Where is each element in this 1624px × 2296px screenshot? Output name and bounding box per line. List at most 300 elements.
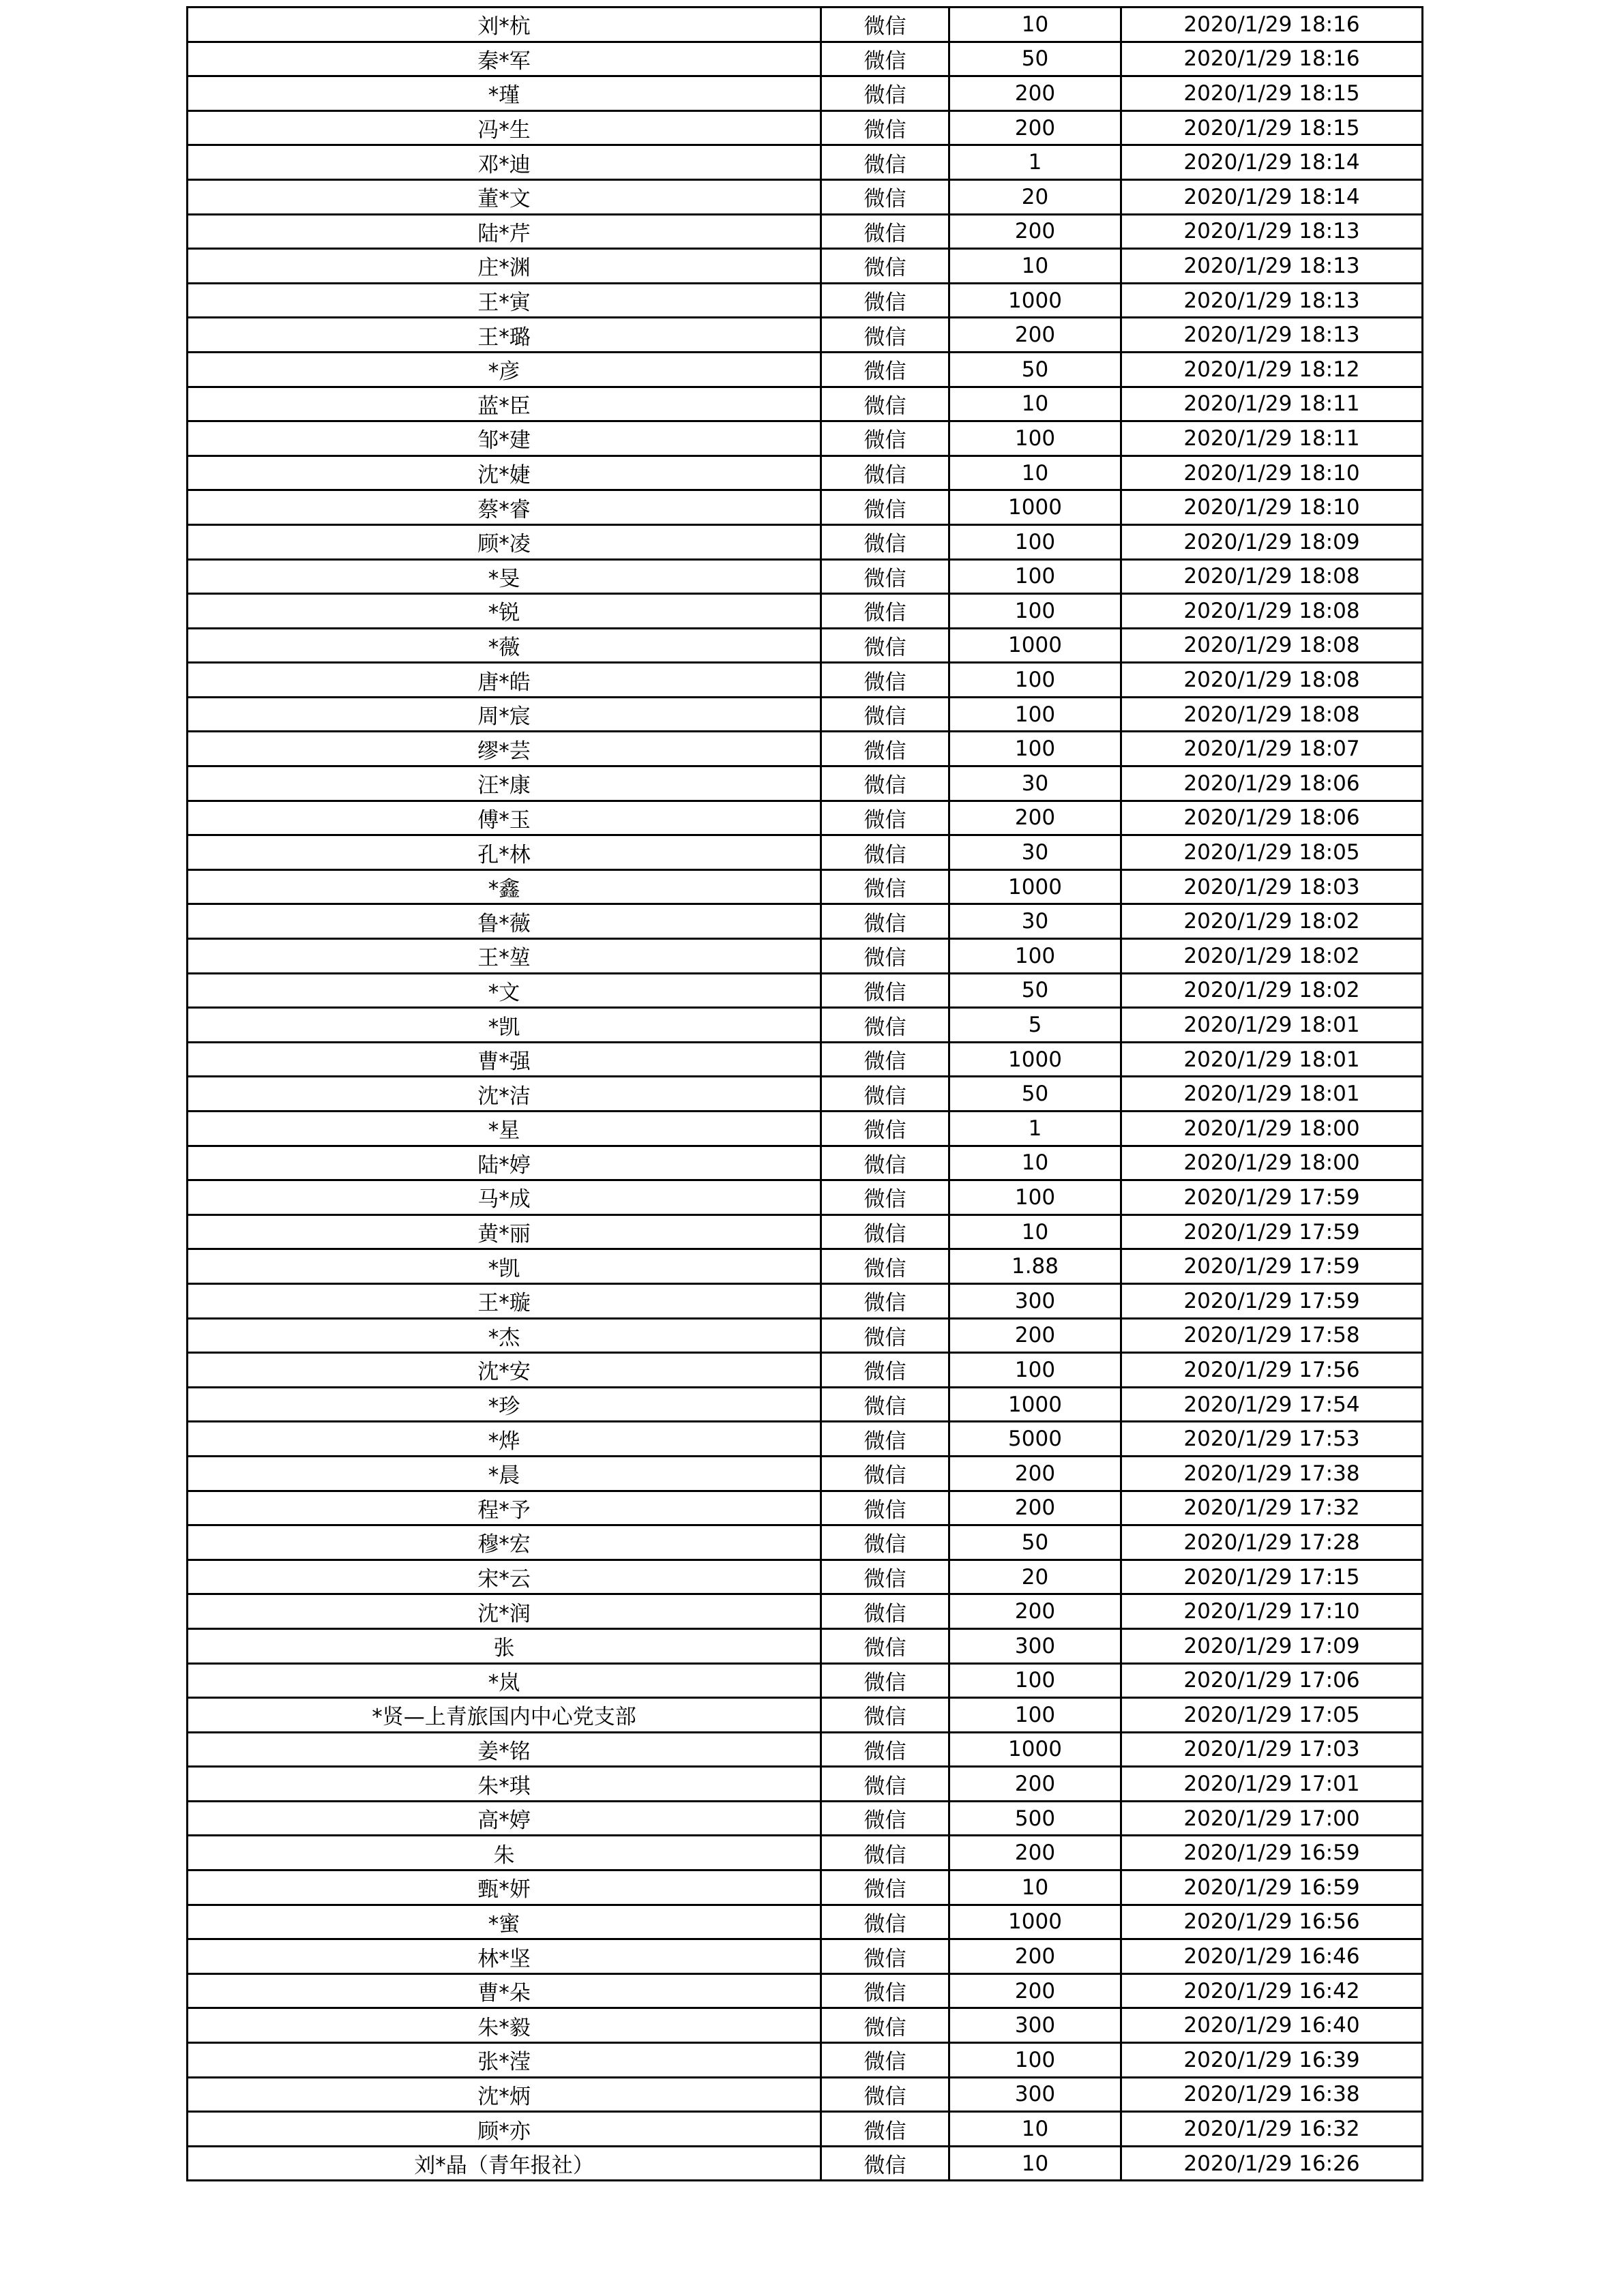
table-row	[188, 1836, 1423, 1870]
table-row	[188, 1698, 1423, 1733]
amount-cell: 10	[949, 1870, 1121, 1905]
timestamp-cell: 2020/1/29 18:16	[1121, 42, 1423, 76]
payment-method-cell: 微信	[821, 1146, 949, 1180]
amount-cell: 10	[949, 387, 1121, 421]
table-row	[188, 249, 1423, 284]
amount-cell: 20	[949, 1560, 1121, 1594]
timestamp-cell: 2020/1/29 16:39	[1121, 2043, 1423, 2078]
payment-method-cell: 微信	[821, 766, 949, 801]
table-row	[188, 1146, 1423, 1180]
donor-name-cell: *珍	[188, 1387, 821, 1422]
amount-cell: 30	[949, 904, 1121, 939]
donation-table	[186, 6, 1423, 2181]
donor-name-cell: *文	[188, 973, 821, 1008]
timestamp-cell: 2020/1/29 16:59	[1121, 1870, 1423, 1905]
donor-name-cell: 邓*迪	[188, 145, 821, 180]
payment-method-cell: 微信	[821, 352, 949, 387]
table-row	[188, 1456, 1423, 1491]
table-row	[188, 1525, 1423, 1560]
timestamp-cell: 2020/1/29 17:58	[1121, 1318, 1423, 1353]
table-row	[188, 939, 1423, 974]
payment-method-cell: 微信	[821, 387, 949, 421]
table-row	[188, 1870, 1423, 1905]
payment-method-cell: 微信	[821, 973, 949, 1008]
donor-name-cell: 马*成	[188, 1180, 821, 1215]
table-row	[188, 2112, 1423, 2147]
timestamp-cell: 2020/1/29 17:59	[1121, 1180, 1423, 1215]
payment-method-cell: 微信	[821, 904, 949, 939]
payment-method-cell: 微信	[821, 1594, 949, 1629]
amount-cell: 300	[949, 2008, 1121, 2043]
payment-method-cell: 微信	[821, 421, 949, 456]
table-row	[188, 2146, 1423, 2181]
table-row	[188, 456, 1423, 490]
payment-method-cell: 微信	[821, 1077, 949, 1112]
payment-method-cell: 微信	[821, 1732, 949, 1767]
donor-name-cell: 顾*凌	[188, 524, 821, 559]
amount-cell: 50	[949, 352, 1121, 387]
donor-name-cell: 冯*生	[188, 110, 821, 145]
amount-cell: 100	[949, 2043, 1121, 2078]
amount-cell: 30	[949, 835, 1121, 870]
timestamp-cell: 2020/1/29 18:15	[1121, 110, 1423, 145]
timestamp-cell: 2020/1/29 18:09	[1121, 524, 1423, 559]
donor-name-cell: *岚	[188, 1663, 821, 1698]
timestamp-cell: 2020/1/29 17:09	[1121, 1628, 1423, 1663]
timestamp-cell: 2020/1/29 18:11	[1121, 421, 1423, 456]
table-row	[188, 1387, 1423, 1422]
donor-name-cell: 甄*妍	[188, 1870, 821, 1905]
table-row	[188, 801, 1423, 835]
table-row	[188, 1973, 1423, 2008]
payment-method-cell: 微信	[821, 249, 949, 284]
donor-name-cell: 张*滢	[188, 2043, 821, 2078]
payment-method-cell: 微信	[821, 835, 949, 870]
table-row	[188, 1905, 1423, 1939]
amount-cell: 200	[949, 801, 1121, 835]
amount-cell: 1000	[949, 869, 1121, 904]
payment-method-cell: 微信	[821, 1318, 949, 1353]
payment-method-cell: 微信	[821, 1560, 949, 1594]
table-row	[188, 1939, 1423, 1974]
donor-name-cell: 沈*炳	[188, 2077, 821, 2112]
table-row	[188, 1249, 1423, 1284]
table-row	[188, 1628, 1423, 1663]
amount-cell: 50	[949, 1077, 1121, 1112]
timestamp-cell: 2020/1/29 18:07	[1121, 732, 1423, 766]
amount-cell: 100	[949, 939, 1121, 974]
amount-cell: 200	[949, 76, 1121, 111]
timestamp-cell: 2020/1/29 18:14	[1121, 145, 1423, 180]
payment-method-cell: 微信	[821, 1939, 949, 1974]
amount-cell: 5000	[949, 1422, 1121, 1457]
timestamp-cell: 2020/1/29 17:59	[1121, 1249, 1423, 1284]
payment-method-cell: 微信	[821, 559, 949, 594]
amount-cell: 100	[949, 663, 1121, 698]
donor-name-cell: 林*坚	[188, 1939, 821, 1974]
timestamp-cell: 2020/1/29 18:01	[1121, 1077, 1423, 1112]
table-row	[188, 1767, 1423, 1802]
donor-name-cell: 王*璇	[188, 1283, 821, 1318]
timestamp-cell: 2020/1/29 16:56	[1121, 1905, 1423, 1939]
amount-cell: 10	[949, 1214, 1121, 1249]
donor-name-cell: 张	[188, 1628, 821, 1663]
amount-cell: 10	[949, 456, 1121, 490]
table-row	[188, 42, 1423, 76]
payment-method-cell: 微信	[821, 2008, 949, 2043]
donor-name-cell: 蔡*睿	[188, 490, 821, 525]
timestamp-cell: 2020/1/29 18:08	[1121, 663, 1423, 698]
table-row	[188, 594, 1423, 629]
timestamp-cell: 2020/1/29 16:42	[1121, 1973, 1423, 2008]
table-row	[188, 1283, 1423, 1318]
payment-method-cell: 微信	[821, 801, 949, 835]
donor-name-cell: 缪*芸	[188, 732, 821, 766]
timestamp-cell: 2020/1/29 16:26	[1121, 2146, 1423, 2181]
timestamp-cell: 2020/1/29 17:38	[1121, 1456, 1423, 1491]
donor-name-cell: *蜜	[188, 1905, 821, 1939]
amount-cell: 10	[949, 1146, 1121, 1180]
donor-name-cell: 程*予	[188, 1491, 821, 1525]
payment-method-cell: 微信	[821, 110, 949, 145]
table-row	[188, 1560, 1423, 1594]
donor-name-cell: 董*文	[188, 179, 821, 214]
donor-name-cell: 曹*强	[188, 1042, 821, 1077]
payment-method-cell: 微信	[821, 1008, 949, 1043]
payment-method-cell: 微信	[821, 2043, 949, 2078]
donor-name-cell: 王*堃	[188, 939, 821, 974]
donor-name-cell: 曹*朵	[188, 1973, 821, 2008]
table-row	[188, 1801, 1423, 1836]
timestamp-cell: 2020/1/29 16:46	[1121, 1939, 1423, 1974]
payment-method-cell: 微信	[821, 1973, 949, 2008]
donor-name-cell: 沈*婕	[188, 456, 821, 490]
amount-cell: 5	[949, 1008, 1121, 1043]
table-row	[188, 524, 1423, 559]
timestamp-cell: 2020/1/29 17:59	[1121, 1214, 1423, 1249]
amount-cell: 200	[949, 318, 1121, 353]
donor-name-cell: *星	[188, 1112, 821, 1146]
amount-cell: 200	[949, 1456, 1121, 1491]
payment-method-cell: 微信	[821, 732, 949, 766]
payment-method-cell: 微信	[821, 1249, 949, 1284]
timestamp-cell: 2020/1/29 18:08	[1121, 559, 1423, 594]
timestamp-cell: 2020/1/29 18:00	[1121, 1146, 1423, 1180]
donor-name-cell: *凯	[188, 1008, 821, 1043]
table-row	[188, 1042, 1423, 1077]
amount-cell: 500	[949, 1801, 1121, 1836]
table-row	[188, 835, 1423, 870]
donor-name-cell: 鲁*薇	[188, 904, 821, 939]
payment-method-cell: 微信	[821, 2146, 949, 2181]
amount-cell: 200	[949, 1973, 1121, 2008]
table-row	[188, 1214, 1423, 1249]
table-row	[188, 387, 1423, 421]
payment-method-cell: 微信	[821, 1422, 949, 1457]
timestamp-cell: 2020/1/29 17:56	[1121, 1353, 1423, 1388]
amount-cell: 100	[949, 1180, 1121, 1215]
donor-name-cell: *薇	[188, 628, 821, 663]
timestamp-cell: 2020/1/29 18:13	[1121, 214, 1423, 249]
payment-method-cell: 微信	[821, 1214, 949, 1249]
payment-method-cell: 微信	[821, 8, 949, 42]
payment-method-cell: 微信	[821, 456, 949, 490]
table-row	[188, 628, 1423, 663]
amount-cell: 50	[949, 1525, 1121, 1560]
timestamp-cell: 2020/1/29 17:01	[1121, 1767, 1423, 1802]
table-row	[188, 1663, 1423, 1698]
amount-cell: 100	[949, 1663, 1121, 1698]
timestamp-cell: 2020/1/29 17:10	[1121, 1594, 1423, 1629]
amount-cell: 100	[949, 524, 1121, 559]
table-row	[188, 2043, 1423, 2078]
donor-name-cell: 庄*渊	[188, 249, 821, 284]
timestamp-cell: 2020/1/29 18:05	[1121, 835, 1423, 870]
table-row	[188, 559, 1423, 594]
donor-name-cell: 朱	[188, 1836, 821, 1870]
table-row	[188, 318, 1423, 353]
amount-cell: 300	[949, 1283, 1121, 1318]
table-row	[188, 1077, 1423, 1112]
amount-cell: 100	[949, 594, 1121, 629]
timestamp-cell: 2020/1/29 18:01	[1121, 1008, 1423, 1043]
amount-cell: 200	[949, 1318, 1121, 1353]
timestamp-cell: 2020/1/29 18:15	[1121, 76, 1423, 111]
table-row	[188, 421, 1423, 456]
payment-method-cell: 微信	[821, 1870, 949, 1905]
amount-cell: 100	[949, 421, 1121, 456]
donor-name-cell: 黄*丽	[188, 1214, 821, 1249]
timestamp-cell: 2020/1/29 16:40	[1121, 2008, 1423, 2043]
table-row	[188, 766, 1423, 801]
timestamp-cell: 2020/1/29 18:01	[1121, 1042, 1423, 1077]
payment-method-cell: 微信	[821, 697, 949, 732]
payment-method-cell: 微信	[821, 1180, 949, 1215]
timestamp-cell: 2020/1/29 17:32	[1121, 1491, 1423, 1525]
table-row	[188, 732, 1423, 766]
donor-name-cell: 王*寅	[188, 283, 821, 318]
timestamp-cell: 2020/1/29 18:12	[1121, 352, 1423, 387]
timestamp-cell: 2020/1/29 17:05	[1121, 1698, 1423, 1733]
timestamp-cell: 2020/1/29 18:08	[1121, 628, 1423, 663]
timestamp-cell: 2020/1/29 18:10	[1121, 456, 1423, 490]
table-row	[188, 869, 1423, 904]
payment-method-cell: 微信	[821, 594, 949, 629]
payment-method-cell: 微信	[821, 214, 949, 249]
amount-cell: 1000	[949, 628, 1121, 663]
donor-name-cell: 朱*毅	[188, 2008, 821, 2043]
amount-cell: 200	[949, 1767, 1121, 1802]
payment-method-cell: 微信	[821, 318, 949, 353]
payment-method-cell: 微信	[821, 179, 949, 214]
payment-method-cell: 微信	[821, 490, 949, 525]
donor-name-cell: *彦	[188, 352, 821, 387]
amount-cell: 10	[949, 2146, 1121, 2181]
table-row	[188, 179, 1423, 214]
donor-name-cell: 王*璐	[188, 318, 821, 353]
timestamp-cell: 2020/1/29 18:14	[1121, 179, 1423, 214]
payment-method-cell: 微信	[821, 1663, 949, 1698]
table-row	[188, 1008, 1423, 1043]
amount-cell: 1.88	[949, 1249, 1121, 1284]
table-row	[188, 904, 1423, 939]
amount-cell: 20	[949, 179, 1121, 214]
amount-cell: 100	[949, 1353, 1121, 1388]
table-row	[188, 973, 1423, 1008]
donation-table-body	[188, 8, 1423, 2181]
amount-cell: 100	[949, 1698, 1121, 1733]
table-row	[188, 1353, 1423, 1388]
table-row	[188, 352, 1423, 387]
timestamp-cell: 2020/1/29 18:10	[1121, 490, 1423, 525]
table-row	[188, 214, 1423, 249]
donor-name-cell: 秦*军	[188, 42, 821, 76]
payment-method-cell: 微信	[821, 939, 949, 974]
payment-method-cell: 微信	[821, 76, 949, 111]
table-row	[188, 8, 1423, 42]
timestamp-cell: 2020/1/29 16:32	[1121, 2112, 1423, 2147]
payment-method-cell: 微信	[821, 1905, 949, 1939]
donor-name-cell: 唐*皓	[188, 663, 821, 698]
donor-name-cell: *贤—上青旅国内中心党支部	[188, 1698, 821, 1733]
timestamp-cell: 2020/1/29 17:03	[1121, 1732, 1423, 1767]
table-row	[188, 697, 1423, 732]
timestamp-cell: 2020/1/29 16:59	[1121, 1836, 1423, 1870]
donor-name-cell: 高*婷	[188, 1801, 821, 1836]
timestamp-cell: 2020/1/29 17:06	[1121, 1663, 1423, 1698]
donor-name-cell: *晨	[188, 1456, 821, 1491]
timestamp-cell: 2020/1/29 18:02	[1121, 904, 1423, 939]
donor-name-cell: *凯	[188, 1249, 821, 1284]
donor-name-cell: *杰	[188, 1318, 821, 1353]
timestamp-cell: 2020/1/29 18:06	[1121, 766, 1423, 801]
table-row	[188, 1112, 1423, 1146]
payment-method-cell: 微信	[821, 2112, 949, 2147]
amount-cell: 100	[949, 732, 1121, 766]
timestamp-cell: 2020/1/29 18:13	[1121, 318, 1423, 353]
table-row	[188, 1422, 1423, 1457]
table-row	[188, 2008, 1423, 2043]
amount-cell: 200	[949, 110, 1121, 145]
amount-cell: 100	[949, 559, 1121, 594]
payment-method-cell: 微信	[821, 1283, 949, 1318]
payment-method-cell: 微信	[821, 42, 949, 76]
amount-cell: 100	[949, 697, 1121, 732]
donor-name-cell: 沈*洁	[188, 1077, 821, 1112]
amount-cell: 300	[949, 1628, 1121, 1663]
donor-name-cell: 宋*云	[188, 1560, 821, 1594]
donor-name-cell: *烨	[188, 1422, 821, 1457]
payment-method-cell: 微信	[821, 1456, 949, 1491]
donor-name-cell: *鑫	[188, 869, 821, 904]
table-row	[188, 1491, 1423, 1525]
payment-method-cell: 微信	[821, 1767, 949, 1802]
payment-method-cell: 微信	[821, 1387, 949, 1422]
donor-name-cell: 姜*铭	[188, 1732, 821, 1767]
timestamp-cell: 2020/1/29 18:08	[1121, 697, 1423, 732]
amount-cell: 50	[949, 42, 1121, 76]
table-row	[188, 283, 1423, 318]
donor-name-cell: *瑾	[188, 76, 821, 111]
timestamp-cell: 2020/1/29 18:03	[1121, 869, 1423, 904]
payment-method-cell: 微信	[821, 1836, 949, 1870]
payment-method-cell: 微信	[821, 2077, 949, 2112]
amount-cell: 10	[949, 2112, 1121, 2147]
amount-cell: 10	[949, 8, 1121, 42]
amount-cell: 200	[949, 1939, 1121, 1974]
donor-name-cell: 周*宸	[188, 697, 821, 732]
payment-method-cell: 微信	[821, 628, 949, 663]
amount-cell: 200	[949, 1594, 1121, 1629]
timestamp-cell: 2020/1/29 18:02	[1121, 973, 1423, 1008]
amount-cell: 200	[949, 1836, 1121, 1870]
payment-method-cell: 微信	[821, 1628, 949, 1663]
amount-cell: 1000	[949, 1905, 1121, 1939]
donor-name-cell: 穆*宏	[188, 1525, 821, 1560]
payment-method-cell: 微信	[821, 1525, 949, 1560]
amount-cell: 1	[949, 1112, 1121, 1146]
table-row	[188, 1594, 1423, 1629]
table-row	[188, 663, 1423, 698]
donor-name-cell: *旻	[188, 559, 821, 594]
payment-method-cell: 微信	[821, 869, 949, 904]
timestamp-cell: 2020/1/29 17:53	[1121, 1422, 1423, 1457]
payment-method-cell: 微信	[821, 145, 949, 180]
amount-cell: 10	[949, 249, 1121, 284]
donor-name-cell: 汪*康	[188, 766, 821, 801]
payment-method-cell: 微信	[821, 1042, 949, 1077]
amount-cell: 1000	[949, 283, 1121, 318]
donor-name-cell: 蓝*臣	[188, 387, 821, 421]
payment-method-cell: 微信	[821, 1112, 949, 1146]
payment-method-cell: 微信	[821, 283, 949, 318]
timestamp-cell: 2020/1/29 17:28	[1121, 1525, 1423, 1560]
payment-method-cell: 微信	[821, 1801, 949, 1836]
donor-name-cell: 陆*芹	[188, 214, 821, 249]
amount-cell: 1000	[949, 1387, 1121, 1422]
table-row	[188, 145, 1423, 180]
timestamp-cell: 2020/1/29 18:06	[1121, 801, 1423, 835]
amount-cell: 1000	[949, 1042, 1121, 1077]
donor-name-cell: *锐	[188, 594, 821, 629]
timestamp-cell: 2020/1/29 17:54	[1121, 1387, 1423, 1422]
table-row	[188, 1180, 1423, 1215]
timestamp-cell: 2020/1/29 18:13	[1121, 249, 1423, 284]
table-row	[188, 76, 1423, 111]
timestamp-cell: 2020/1/29 16:38	[1121, 2077, 1423, 2112]
donor-name-cell: 孔*林	[188, 835, 821, 870]
timestamp-cell: 2020/1/29 17:15	[1121, 1560, 1423, 1594]
table-row	[188, 110, 1423, 145]
donor-name-cell: 陆*婷	[188, 1146, 821, 1180]
payment-method-cell: 微信	[821, 1698, 949, 1733]
payment-method-cell: 微信	[821, 524, 949, 559]
payment-method-cell: 微信	[821, 1491, 949, 1525]
donor-name-cell: 沈*润	[188, 1594, 821, 1629]
donor-name-cell: 傅*玉	[188, 801, 821, 835]
table-row	[188, 490, 1423, 525]
timestamp-cell: 2020/1/29 17:59	[1121, 1283, 1423, 1318]
amount-cell: 30	[949, 766, 1121, 801]
amount-cell: 200	[949, 214, 1121, 249]
payment-method-cell: 微信	[821, 663, 949, 698]
amount-cell: 1000	[949, 1732, 1121, 1767]
amount-cell: 50	[949, 973, 1121, 1008]
amount-cell: 1000	[949, 490, 1121, 525]
timestamp-cell: 2020/1/29 18:08	[1121, 594, 1423, 629]
donor-name-cell: 刘*杭	[188, 8, 821, 42]
amount-cell: 200	[949, 1491, 1121, 1525]
